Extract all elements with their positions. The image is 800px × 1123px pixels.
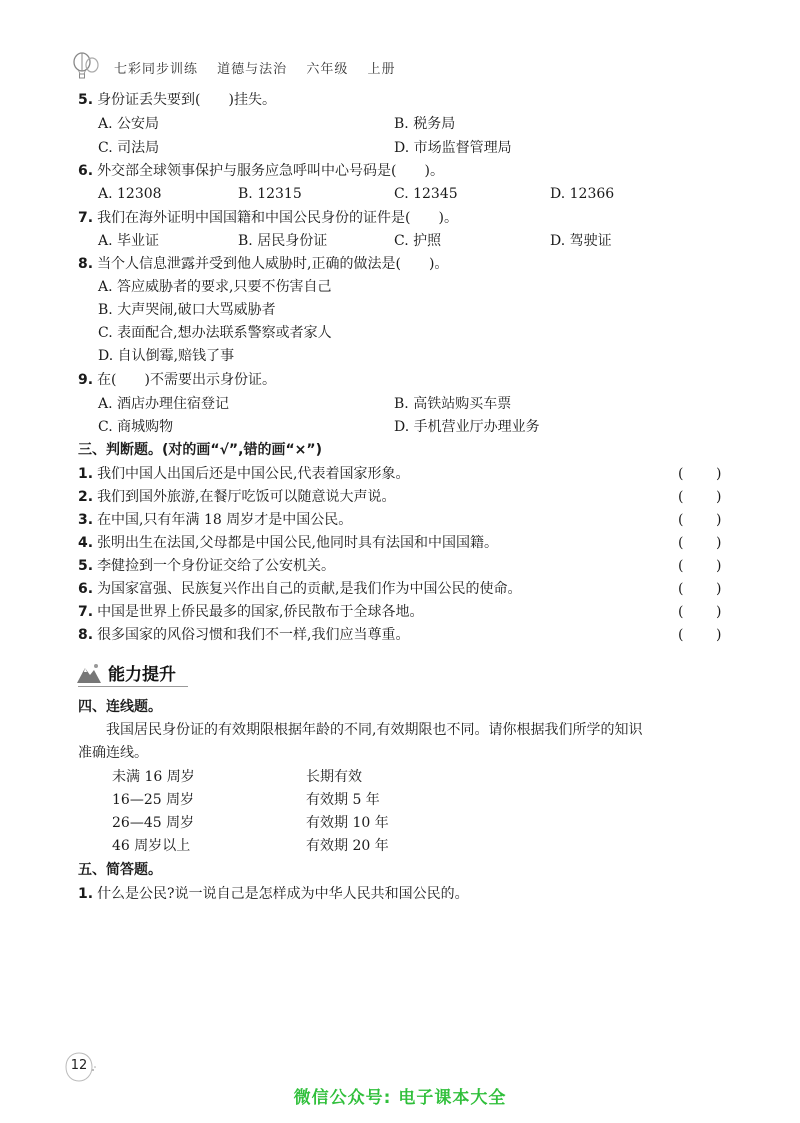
connect-left-3: 26—45 周岁	[112, 815, 195, 831]
hot-air-balloon-icon	[72, 52, 100, 82]
option-a: A. 12308	[98, 186, 162, 202]
ability-section-heading	[76, 660, 176, 685]
item-number: 4.	[78, 535, 94, 551]
option-d: D. 市场监督管理局	[394, 140, 512, 156]
option-b: B. 12315	[238, 186, 302, 202]
question-text: 在( )不需要出示身份证。	[97, 372, 276, 388]
item-text: 很多国家的风俗习惯和我们不一样,我们应当尊重。	[97, 627, 410, 643]
question-text: 我们在海外证明中国国籍和中国公民身份的证件是( )。	[97, 210, 458, 226]
judge-item-4	[78, 533, 498, 553]
watermark-text: 微信公众号: 电子课本大全	[293, 1088, 507, 1108]
page-number-badge	[62, 1050, 96, 1084]
section-judge-title: 三、判断题。(对的画“√”,错的画“×”)	[78, 442, 322, 458]
option-d: D. 自认倒霉,赔钱了事	[98, 348, 235, 364]
section-short-title: 五、简答题。	[78, 862, 162, 878]
section-connect-title: 四、连线题。	[78, 699, 162, 715]
subject-name: 道德与法治	[217, 61, 288, 77]
option-b: B. 居民身份证	[238, 233, 328, 249]
connect-right-2: 有效期 5 年	[306, 792, 380, 808]
judge-item-8	[78, 625, 410, 645]
judge-item-1	[78, 464, 410, 484]
volume-name: 上册	[367, 61, 396, 77]
connect-right-3: 有效期 10 年	[306, 815, 389, 831]
header-text	[114, 58, 409, 77]
question-number: 8.	[78, 256, 94, 272]
option-a: A. 公安局	[98, 116, 160, 132]
option-a: A. 毕业证	[98, 233, 160, 249]
question-text: 外交部全球领事保护与服务应急呼叫中心号码是( )。	[97, 163, 444, 179]
question-number: 5.	[78, 92, 94, 108]
connect-right-4: 有效期 20 年	[306, 838, 389, 854]
item-text: 我们到国外旅游,在餐厅吃饭可以随意说大声说。	[97, 489, 396, 505]
connect-intro-line-2: 准确连线。	[78, 745, 148, 761]
item-text: 我们中国人出国后还是中国公民,代表着国家形象。	[97, 466, 410, 482]
item-number: 2.	[78, 489, 94, 505]
option-c: C. 商城购物	[98, 419, 174, 435]
mountain-icon	[76, 662, 102, 684]
option-b: B. 大声哭闹,破口大骂威胁者	[98, 302, 276, 318]
judge-item-5	[78, 556, 335, 576]
connect-left-4: 46 周岁以上	[112, 838, 191, 854]
connect-left-2: 16—25 周岁	[112, 792, 195, 808]
item-number: 6.	[78, 581, 94, 597]
item-text: 李健捡到一个身份证交给了公安机关。	[97, 558, 336, 574]
option-c: C. 护照	[394, 233, 442, 249]
option-d: D. 驾驶证	[550, 233, 612, 249]
question-8	[78, 254, 448, 274]
connect-left-1: 未满 16 周岁	[112, 769, 195, 785]
judge-item-3	[78, 510, 352, 530]
question-number: 7.	[78, 210, 94, 226]
question-number: 1.	[78, 886, 94, 902]
question-text: 当个人信息泄露并受到他人威胁时,正确的做法是( )。	[97, 256, 449, 272]
option-c: C. 12345	[394, 186, 458, 202]
item-number: 7.	[78, 604, 94, 620]
item-number: 5.	[78, 558, 94, 574]
option-c: C. 司法局	[98, 140, 160, 156]
item-text: 在中国,只有年满 18 周岁才是中国公民。	[97, 512, 353, 528]
item-number: 3.	[78, 512, 94, 528]
short-question-1	[78, 884, 469, 904]
connect-intro-line-1: 我国居民身份证的有效期限根据年龄的不同,有效期限也不同。请你根据我们所学的知识	[106, 722, 643, 738]
page-number: 12	[70, 1058, 88, 1073]
question-number: 6.	[78, 163, 94, 179]
judge-item-2	[78, 487, 396, 507]
option-d: D. 12366	[550, 186, 615, 202]
option-b: B. 高铁站购买车票	[394, 396, 512, 412]
option-a: A. 酒店办理住宿登记	[98, 396, 230, 412]
grade-name: 六年级	[306, 61, 349, 77]
option-a: A. 答应威胁者的要求,只要不伤害自己	[98, 279, 332, 295]
connect-right-1: 长期有效	[306, 769, 362, 785]
item-text: 为国家富强、民族复兴作出自己的贡献,是我们作为中国公民的使命。	[97, 581, 522, 597]
question-6	[78, 161, 444, 181]
judge-item-6	[78, 579, 522, 599]
question-9	[78, 370, 276, 390]
item-number: 8.	[78, 627, 94, 643]
page-header	[72, 52, 409, 82]
ability-title: 能力提升	[108, 665, 176, 685]
question-number: 9.	[78, 372, 94, 388]
question-7	[78, 208, 458, 228]
option-b: B. 税务局	[394, 116, 456, 132]
question-text: 身份证丢失要到( )挂失。	[97, 92, 276, 108]
item-number: 1.	[78, 466, 94, 482]
item-text: 中国是世界上侨民最多的国家,侨民散布于全球各地。	[97, 604, 424, 620]
option-d: D. 手机营业厅办理业务	[394, 419, 540, 435]
question-5	[78, 90, 276, 110]
heading-underline	[78, 686, 188, 687]
option-c: C. 表面配合,想办法联系警察或者家人	[98, 325, 332, 341]
judge-item-7	[78, 602, 424, 622]
question-text: 什么是公民?说一说自己是怎样成为中华人民共和国公民的。	[97, 886, 469, 902]
series-name: 七彩同步训练	[114, 61, 199, 77]
item-text: 张明出生在法国,父母都是中国公民,他同时具有法国和中国国籍。	[97, 535, 498, 551]
